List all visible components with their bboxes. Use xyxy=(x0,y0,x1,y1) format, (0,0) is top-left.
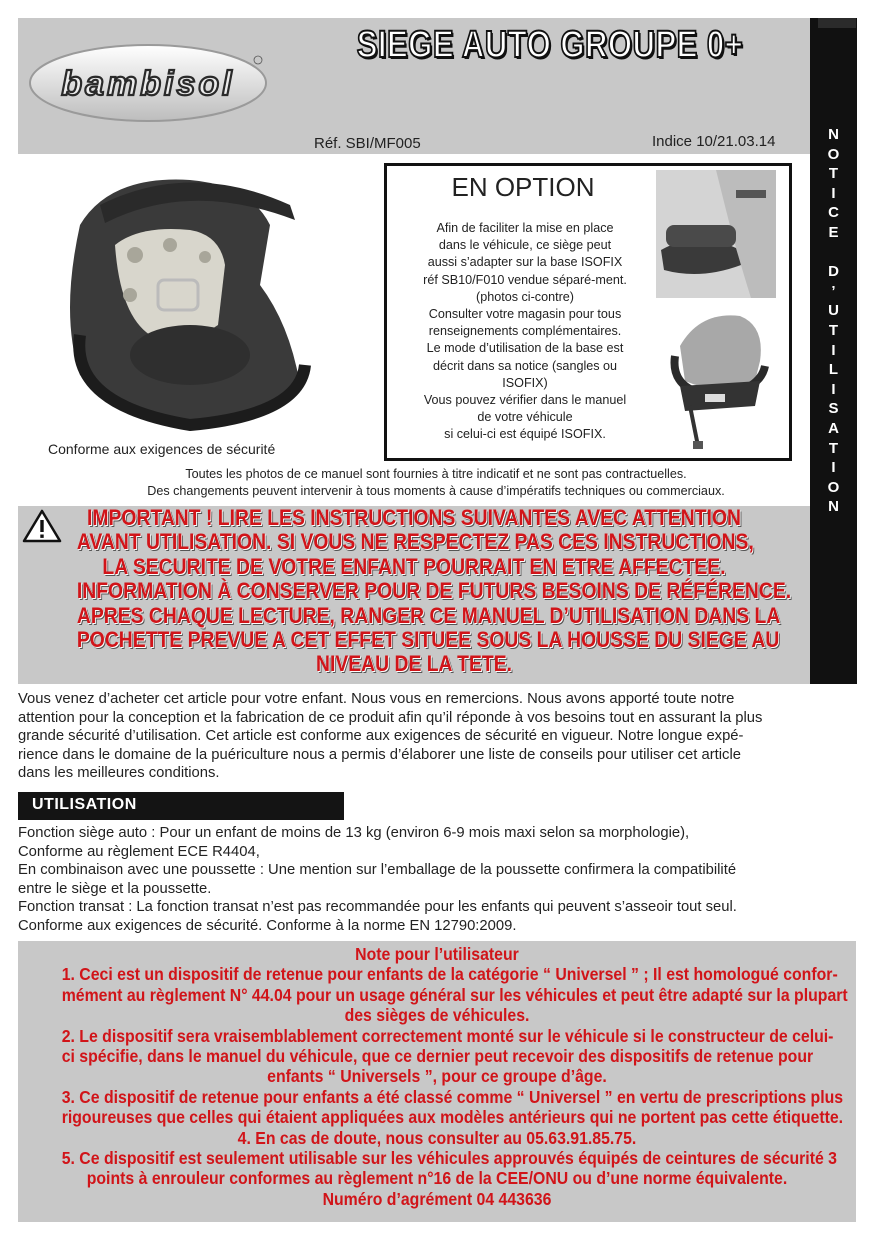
option-line: Consulter votre magasin pour tous xyxy=(428,307,622,322)
svg-text:bambisol: bambisol xyxy=(61,65,235,103)
side-letter: A xyxy=(828,419,839,437)
disclaimer-line: Des changements peuvent intervenir à tous moments à cause d’impératifs techniques ou commerciaux. xyxy=(147,484,725,498)
note-line: 2. Le dispositif sera vraisemblablement correctement monté sur le véhicule si le constructeur de celui- xyxy=(61,1025,834,1046)
note-line: Numéro d’agrément 04 443636 xyxy=(322,1188,552,1209)
note-line: 4. En cas de doute, nous consulter au 05.63.91.85.75. xyxy=(237,1127,637,1148)
seat-caption: Conforme aux exigences de sécurité xyxy=(48,441,276,457)
utilisation-line: Fonction transat : La fonction transat n’est pas recommandée pour les enfants qui peuvent s’asseoir tout seul. xyxy=(18,899,737,915)
option-line: de votre véhicule xyxy=(477,410,573,425)
side-letter: E xyxy=(828,223,839,241)
intro-line: dans les meilleures conditions. xyxy=(18,765,220,781)
option-line: réf SB10/F010 vendue séparé-ment. xyxy=(423,272,627,287)
important-line: APRES CHAQUE LECTURE, RANGER CE MANUEL D’UTILISATION DANS LA xyxy=(76,602,781,628)
important-line: NIVEAU DE LA TETE. xyxy=(315,651,513,677)
side-letter: I xyxy=(831,459,836,477)
important-line: AVANT UTILISATION. SI VOUS NE RESPECTEZ PAS CES INSTRUCTIONS, xyxy=(76,529,754,555)
utilisation-text xyxy=(18,824,858,935)
side-letter: I xyxy=(831,184,836,202)
note-line: enfants “ Universels ”, pour ce groupe d’âge. xyxy=(267,1066,607,1087)
side-letter xyxy=(810,243,857,263)
utilisation-line: En combinaison avec une poussette : Une mention sur l’emballage de la poussette confirmera la compatibilité xyxy=(18,862,737,878)
photo-disclaimer xyxy=(30,466,842,500)
important-line: IMPORTANT ! LIRE LES INSTRUCTIONS SUIVANTES AVEC ATTENTION xyxy=(87,505,741,530)
option-line: Le mode d’utilisation de la base est xyxy=(426,341,624,356)
note-line: Note pour l’utilisateur xyxy=(355,944,519,964)
side-letter: T xyxy=(828,165,839,183)
side-letter: L xyxy=(828,361,839,379)
intro-line: Vous venez d’acheter cet article pour votre enfant. Nous vous en remercions. Nous avons apporté toute notre xyxy=(18,691,735,707)
important-warning-text xyxy=(76,505,792,677)
option-line: renseignements complémentaires. xyxy=(428,324,622,339)
side-letter: O xyxy=(827,145,840,163)
side-tab-corner xyxy=(818,18,856,28)
option-title: EN OPTION xyxy=(451,172,595,202)
utilisation-line: Fonction siège auto : Pour un enfant de moins de 13 kg (environ 6-9 mois maxi selon sa morphologie), xyxy=(18,825,690,841)
important-line: LA SECURITE DE VOTRE ENFANT POURRAIT EN ETRE AFFECTEE. xyxy=(102,553,726,579)
important-line: INFORMATION À CONSERVER POUR DE FUTURS BESOINS DE RÉFÉRENCE. xyxy=(76,578,792,604)
disclaimer-line: Toutes les photos de ce manuel sont fournies à titre indicatif et ne sont pas contractuelles. xyxy=(185,467,687,481)
car-seat-photo xyxy=(40,165,340,440)
note-line: 1. Ceci est un dispositif de retenue pour enfants de la catégorie “ Universel ” ; Il est homologué confor- xyxy=(61,964,838,985)
side-letter: C xyxy=(828,204,839,222)
side-letter: ’ xyxy=(831,282,836,300)
utilisation-line: Conforme au règlement ECE R4404, xyxy=(18,843,260,860)
note-line: rigoureuses que celles qui étaient appliquées aux modèles antérieurs qui ne portent pas cette étiquette. xyxy=(61,1107,844,1128)
option-line: Afin de faciliter la mise en place xyxy=(436,221,614,235)
side-letter: S xyxy=(828,400,839,418)
note-line: 5. Ce dispositif est seulement utilisable sur les véhicules approuvés équipés de ceintures de sécurité 3 xyxy=(61,1148,837,1169)
note-line: points à enrouleur conformes au règlement n°16 de la CEE/ONU ou d’une norme équivalente. xyxy=(86,1168,788,1189)
note-line: des sièges de véhicules. xyxy=(344,1005,530,1026)
option-line: (photos ci-contre) xyxy=(476,289,574,304)
note-line: ci spécifie, dans le manuel du véhicule, que ce dernier peut recevoir des dispositifs de retenue pour xyxy=(61,1046,814,1067)
car-seat-on-isofix-base-photo xyxy=(660,306,775,451)
side-letter: T xyxy=(828,439,839,457)
revision-index: Indice 10/21.03.14 xyxy=(652,133,776,150)
utilisation-line: Conforme aux exigences de sécurité. Conforme à la norme EN 12790:2009. xyxy=(18,917,517,934)
utilisation-line: entre le siège et la poussette. xyxy=(18,880,212,897)
side-letter: T xyxy=(828,321,839,339)
option-line: aussi s’adapter sur la base ISOFIX xyxy=(427,255,623,270)
isofix-base-in-car-photo xyxy=(656,170,776,298)
note-line: 3. Ce dispositif de retenue pour enfants a été classé comme “ Universel ” en vertu de prescriptions plus xyxy=(61,1086,844,1107)
warning-triangle-icon xyxy=(22,508,62,544)
bambisol-logo xyxy=(26,40,270,126)
side-letter: U xyxy=(828,302,839,320)
side-letter: O xyxy=(827,478,840,496)
note-line: mément au règlement N° 44.04 pour un usage général sur les véhicules et peut être adapté sur la plupart xyxy=(61,984,848,1005)
option-line: si celui-ci est équipé ISOFIX. xyxy=(444,427,606,442)
option-line: ISOFIX) xyxy=(502,375,548,390)
side-letter: N xyxy=(828,126,839,143)
intro-line: attention pour la conception et la fabrication de ce produit afin qu’il réponde à vos besoins tout en assurant la plus xyxy=(18,709,763,726)
option-description xyxy=(398,220,652,444)
intro-line: rience dans le domaine de la puériculture nous a permis d’élaborer une liste de conseils pour utiliser cet article xyxy=(18,746,741,763)
side-tab-text xyxy=(810,125,857,517)
option-line: Vous pouvez vérifier dans le manuel xyxy=(423,393,627,408)
user-note-text xyxy=(61,944,848,1209)
intro-paragraph xyxy=(18,690,858,783)
important-line: POCHETTE PREVUE A CET EFFET SITUEE SOUS LA HOUSSE DU SIEGE AU xyxy=(76,627,780,653)
side-letter: I xyxy=(831,380,836,398)
main-title: SIEGE AUTO GROUPE 0+ xyxy=(356,24,744,66)
side-letter: D xyxy=(828,263,839,281)
reference-number: Réf. SBI/MF005 xyxy=(314,135,421,152)
side-letter: I xyxy=(831,341,836,359)
utilisation-heading: UTILISATION xyxy=(32,796,137,813)
option-line: décrit dans sa notice (sangles ou xyxy=(432,358,618,373)
intro-line: grande sécurité d’utilisation. Cet article est conforme aux exigences de sécurité en vigueur. Notre longue expé- xyxy=(18,728,744,744)
side-letter: N xyxy=(828,498,839,516)
option-line: dans le véhicule, ce siège peut xyxy=(438,238,612,253)
